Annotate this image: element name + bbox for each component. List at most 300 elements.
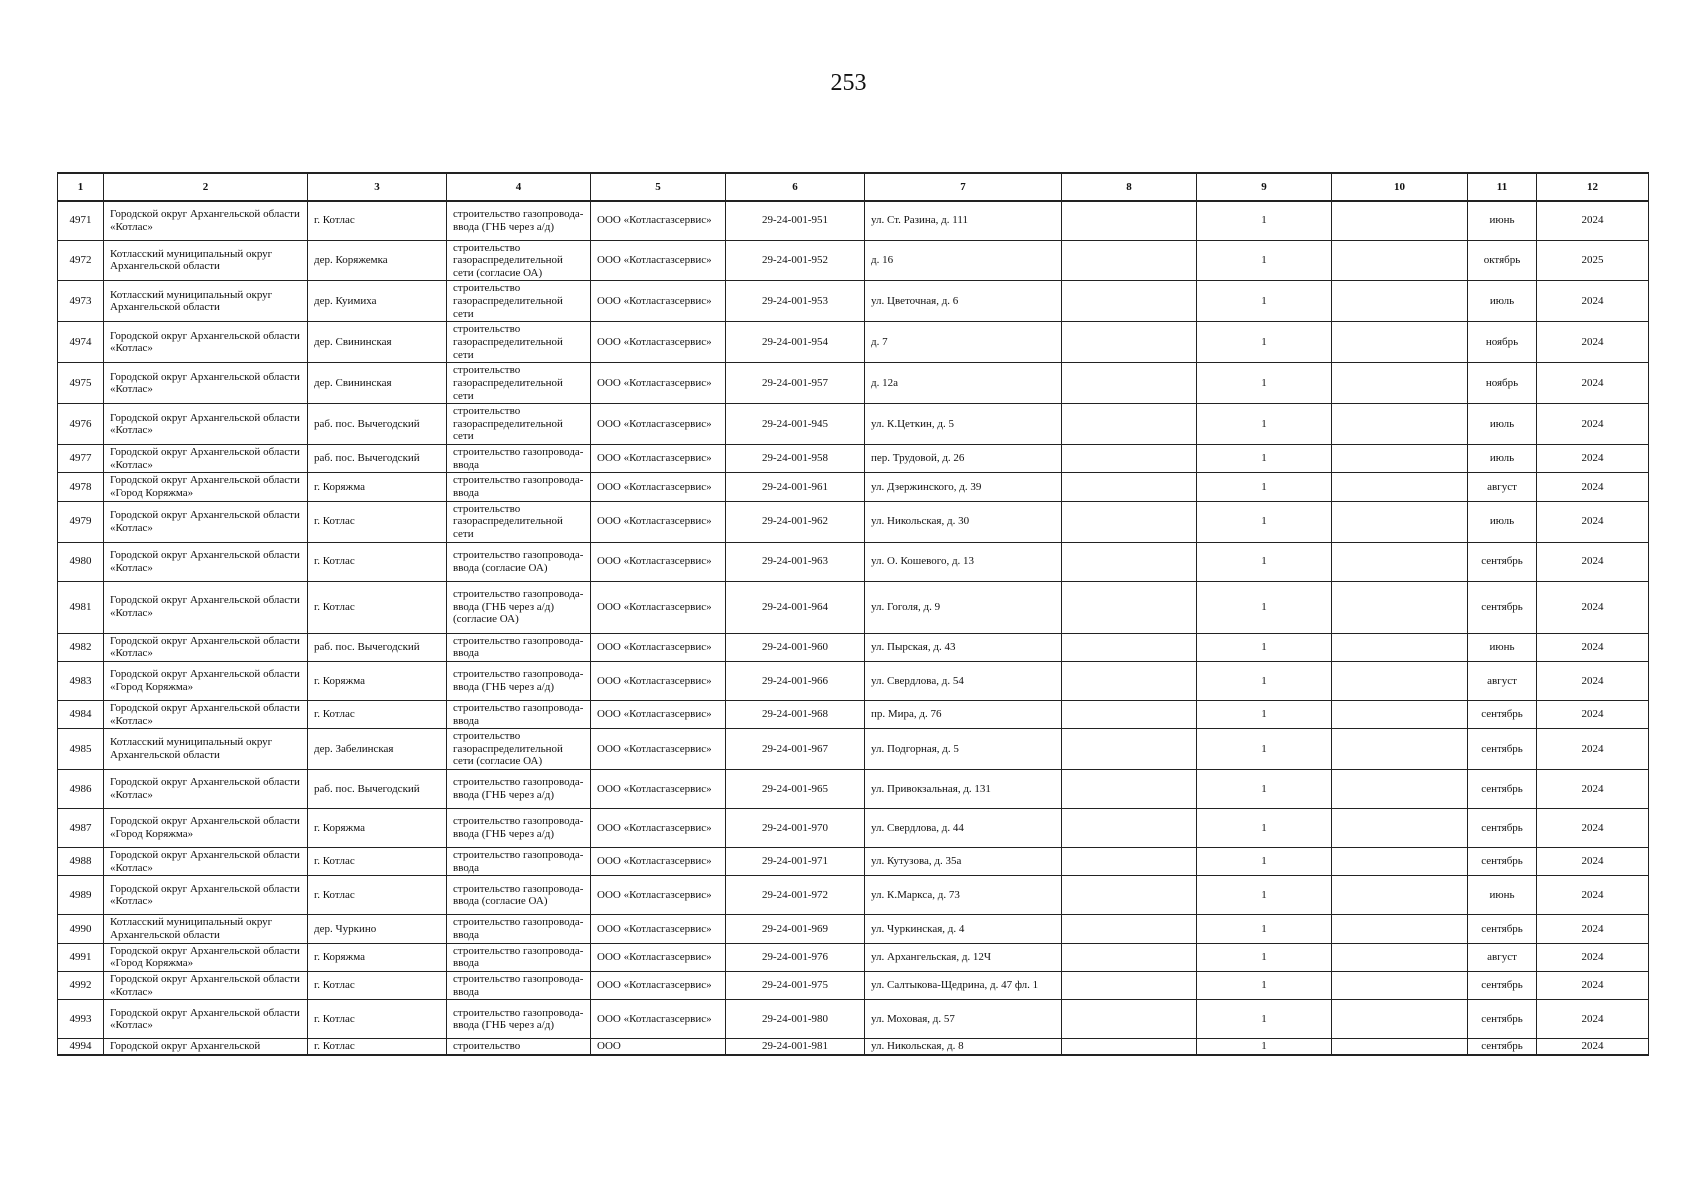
cell-quantity: 1 — [1197, 729, 1332, 770]
cell-column-8 — [1062, 971, 1197, 999]
cell-quantity: 1 — [1197, 971, 1332, 999]
cell-object-code: 29-24-001-954 — [726, 322, 865, 363]
cell-object-code: 29-24-001-970 — [726, 809, 865, 848]
cell-work-type: строительство — [447, 1039, 591, 1055]
cell-row-number: 4974 — [58, 322, 104, 363]
cell-column-10 — [1332, 445, 1468, 473]
cell-settlement: дер. Коряжемка — [308, 240, 447, 281]
cell-settlement: г. Котлас — [308, 848, 447, 876]
table-row — [58, 876, 1649, 915]
cell-column-10 — [1332, 633, 1468, 661]
table-row — [58, 915, 1649, 943]
cell-object-code: 29-24-001-969 — [726, 915, 865, 943]
register-table — [57, 172, 1649, 1056]
cell-year: 2024 — [1537, 729, 1649, 770]
cell-object-code: 29-24-001-968 — [726, 700, 865, 728]
cell-organization: ООО «Котласгазсервис» — [591, 240, 726, 281]
cell-object-code: 29-24-001-962 — [726, 501, 865, 542]
column-header: 7 — [865, 173, 1062, 201]
cell-month: сентябрь — [1468, 729, 1537, 770]
table-row — [58, 322, 1649, 363]
cell-organization: ООО «Котласгазсервис» — [591, 770, 726, 809]
table-row — [58, 581, 1649, 633]
cell-organization: ООО «Котласгазсервис» — [591, 915, 726, 943]
column-header: 11 — [1468, 173, 1537, 201]
cell-column-10 — [1332, 661, 1468, 700]
cell-work-type: строительство газораспределительной сети — [447, 501, 591, 542]
cell-year: 2024 — [1537, 404, 1649, 445]
cell-column-8 — [1062, 281, 1197, 322]
column-header: 3 — [308, 173, 447, 201]
cell-municipality: Городской округ Архангельской области «Город Коряжма» — [104, 661, 308, 700]
cell-municipality: Котласский муниципальный округ Архангельской области — [104, 915, 308, 943]
cell-object-code: 29-24-001-964 — [726, 581, 865, 633]
cell-column-8 — [1062, 240, 1197, 281]
cell-quantity: 1 — [1197, 633, 1332, 661]
cell-row-number: 4978 — [58, 473, 104, 501]
cell-column-10 — [1332, 501, 1468, 542]
cell-month: ноябрь — [1468, 322, 1537, 363]
column-header: 10 — [1332, 173, 1468, 201]
cell-organization: ООО «Котласгазсервис» — [591, 201, 726, 240]
cell-work-type: строительство газопровода-ввода (ГНБ через а/д) — [447, 1000, 591, 1039]
cell-settlement: г. Коряжма — [308, 473, 447, 501]
cell-quantity: 1 — [1197, 770, 1332, 809]
cell-address: ул. Моховая, д. 57 — [865, 1000, 1062, 1039]
cell-municipality: Городской округ Архангельской области «Котлас» — [104, 848, 308, 876]
cell-settlement: г. Коряжма — [308, 809, 447, 848]
cell-year: 2024 — [1537, 633, 1649, 661]
column-header: 8 — [1062, 173, 1197, 201]
cell-object-code: 29-24-001-976 — [726, 943, 865, 971]
cell-month: июнь — [1468, 876, 1537, 915]
cell-settlement: раб. пос. Вычегодский — [308, 404, 447, 445]
cell-object-code: 29-24-001-981 — [726, 1039, 865, 1055]
cell-work-type: строительство газопровода-ввода (ГНБ через а/д) — [447, 770, 591, 809]
cell-address: ул. Дзержинского, д. 39 — [865, 473, 1062, 501]
cell-column-8 — [1062, 943, 1197, 971]
cell-address: ул. Кутузова, д. 35а — [865, 848, 1062, 876]
cell-address: ул. К.Маркса, д. 73 — [865, 876, 1062, 915]
cell-year: 2024 — [1537, 281, 1649, 322]
cell-quantity: 1 — [1197, 1000, 1332, 1039]
cell-row-number: 4972 — [58, 240, 104, 281]
table-row — [58, 729, 1649, 770]
cell-column-8 — [1062, 661, 1197, 700]
cell-quantity: 1 — [1197, 501, 1332, 542]
cell-row-number: 4989 — [58, 876, 104, 915]
cell-address: ул. Цветочная, д. 6 — [865, 281, 1062, 322]
cell-column-10 — [1332, 322, 1468, 363]
cell-month: ноябрь — [1468, 363, 1537, 404]
cell-row-number: 4981 — [58, 581, 104, 633]
cell-municipality: Городской округ Архангельской области «Котлас» — [104, 501, 308, 542]
cell-address: ул. Никольская, д. 8 — [865, 1039, 1062, 1055]
cell-year: 2025 — [1537, 240, 1649, 281]
cell-year: 2024 — [1537, 1039, 1649, 1055]
cell-object-code: 29-24-001-953 — [726, 281, 865, 322]
cell-object-code: 29-24-001-952 — [726, 240, 865, 281]
cell-object-code: 29-24-001-951 — [726, 201, 865, 240]
cell-row-number: 4994 — [58, 1039, 104, 1055]
table-row — [58, 848, 1649, 876]
cell-work-type: строительство газопровода-ввода (согласие ОА) — [447, 542, 591, 581]
cell-object-code: 29-24-001-963 — [726, 542, 865, 581]
cell-address: д. 12а — [865, 363, 1062, 404]
cell-object-code: 29-24-001-971 — [726, 848, 865, 876]
cell-object-code: 29-24-001-945 — [726, 404, 865, 445]
table-row — [58, 661, 1649, 700]
column-header: 4 — [447, 173, 591, 201]
cell-column-8 — [1062, 848, 1197, 876]
cell-row-number: 4992 — [58, 971, 104, 999]
cell-column-8 — [1062, 876, 1197, 915]
cell-address: ул. Свердлова, д. 54 — [865, 661, 1062, 700]
cell-year: 2024 — [1537, 581, 1649, 633]
cell-settlement: раб. пос. Вычегодский — [308, 633, 447, 661]
cell-month: сентябрь — [1468, 848, 1537, 876]
cell-year: 2024 — [1537, 322, 1649, 363]
cell-column-10 — [1332, 876, 1468, 915]
cell-column-10 — [1332, 770, 1468, 809]
cell-work-type: строительство газопровода-ввода — [447, 943, 591, 971]
cell-column-8 — [1062, 1000, 1197, 1039]
column-header: 6 — [726, 173, 865, 201]
cell-quantity: 1 — [1197, 445, 1332, 473]
cell-column-10 — [1332, 729, 1468, 770]
cell-quantity: 1 — [1197, 240, 1332, 281]
cell-municipality: Городской округ Архангельской области «Котлас» — [104, 322, 308, 363]
cell-year: 2024 — [1537, 542, 1649, 581]
cell-quantity: 1 — [1197, 876, 1332, 915]
cell-row-number: 4975 — [58, 363, 104, 404]
table-row — [58, 445, 1649, 473]
cell-organization: ООО «Котласгазсервис» — [591, 700, 726, 728]
cell-quantity: 1 — [1197, 809, 1332, 848]
cell-column-8 — [1062, 633, 1197, 661]
table-row — [58, 809, 1649, 848]
cell-work-type: строительство газопровода-ввода — [447, 915, 591, 943]
cell-settlement: г. Котлас — [308, 971, 447, 999]
cell-month: июль — [1468, 501, 1537, 542]
cell-object-code: 29-24-001-972 — [726, 876, 865, 915]
cell-settlement: дер. Куимиха — [308, 281, 447, 322]
cell-address: ул. Никольская, д. 30 — [865, 501, 1062, 542]
cell-year: 2024 — [1537, 445, 1649, 473]
table-row — [58, 700, 1649, 728]
cell-organization: ООО «Котласгазсервис» — [591, 943, 726, 971]
table-row — [58, 404, 1649, 445]
cell-year: 2024 — [1537, 700, 1649, 728]
cell-settlement: дер. Свининская — [308, 363, 447, 404]
cell-month: июль — [1468, 445, 1537, 473]
cell-municipality: Котласский муниципальный округ Архангельской области — [104, 240, 308, 281]
cell-work-type: строительство газораспределительной сети (согласие ОА) — [447, 729, 591, 770]
table-row — [58, 473, 1649, 501]
cell-column-8 — [1062, 915, 1197, 943]
cell-column-8 — [1062, 322, 1197, 363]
cell-year: 2024 — [1537, 661, 1649, 700]
register-body — [58, 201, 1649, 1055]
cell-year: 2024 — [1537, 915, 1649, 943]
table-row — [58, 201, 1649, 240]
cell-work-type: строительство газопровода-ввода — [447, 445, 591, 473]
cell-address: ул. Архангельская, д. 12Ч — [865, 943, 1062, 971]
cell-work-type: строительство газопровода-ввода — [447, 971, 591, 999]
cell-column-8 — [1062, 501, 1197, 542]
cell-settlement: г. Котлас — [308, 876, 447, 915]
cell-column-8 — [1062, 581, 1197, 633]
cell-column-10 — [1332, 809, 1468, 848]
cell-work-type: строительство газораспределительной сети — [447, 404, 591, 445]
cell-address: ул. Подгорная, д. 5 — [865, 729, 1062, 770]
cell-column-10 — [1332, 700, 1468, 728]
cell-year: 2024 — [1537, 943, 1649, 971]
cell-month: сентябрь — [1468, 809, 1537, 848]
cell-quantity: 1 — [1197, 281, 1332, 322]
cell-address: ул. Пырская, д. 43 — [865, 633, 1062, 661]
cell-quantity: 1 — [1197, 915, 1332, 943]
cell-column-8 — [1062, 473, 1197, 501]
cell-row-number: 4980 — [58, 542, 104, 581]
cell-column-8 — [1062, 1039, 1197, 1055]
cell-month: сентябрь — [1468, 581, 1537, 633]
cell-month: июнь — [1468, 201, 1537, 240]
cell-column-10 — [1332, 1000, 1468, 1039]
cell-organization: ООО «Котласгазсервис» — [591, 971, 726, 999]
cell-settlement: г. Коряжма — [308, 943, 447, 971]
cell-object-code: 29-24-001-957 — [726, 363, 865, 404]
cell-settlement: дер. Забелинская — [308, 729, 447, 770]
cell-address: ул. Салтыкова-Щедрина, д. 47 фл. 1 — [865, 971, 1062, 999]
cell-column-10 — [1332, 915, 1468, 943]
cell-address: ул. Свердлова, д. 44 — [865, 809, 1062, 848]
cell-settlement: г. Коряжма — [308, 661, 447, 700]
cell-municipality: Городской округ Архангельской области «Котлас» — [104, 633, 308, 661]
cell-column-10 — [1332, 363, 1468, 404]
cell-column-8 — [1062, 729, 1197, 770]
cell-year: 2024 — [1537, 201, 1649, 240]
cell-row-number: 4987 — [58, 809, 104, 848]
cell-address: д. 16 — [865, 240, 1062, 281]
cell-month: сентябрь — [1468, 542, 1537, 581]
cell-month: июнь — [1468, 633, 1537, 661]
table-row — [58, 542, 1649, 581]
cell-organization: ООО «Котласгазсервис» — [591, 445, 726, 473]
cell-quantity: 1 — [1197, 322, 1332, 363]
cell-municipality: Городской округ Архангельской области «Котлас» — [104, 404, 308, 445]
cell-settlement: г. Котлас — [308, 501, 447, 542]
cell-work-type: строительство газопровода-ввода (ГНБ через а/д) (согласие ОА) — [447, 581, 591, 633]
cell-settlement: дер. Чуркино — [308, 915, 447, 943]
cell-address: ул. Ст. Разина, д. 111 — [865, 201, 1062, 240]
cell-municipality: Городской округ Архангельской области «Котлас» — [104, 1000, 308, 1039]
cell-organization: ООО «Котласгазсервис» — [591, 876, 726, 915]
cell-column-8 — [1062, 700, 1197, 728]
cell-work-type: строительство газораспределительной сети (согласие ОА) — [447, 240, 591, 281]
cell-organization: ООО «Котласгазсервис» — [591, 404, 726, 445]
cell-address: д. 7 — [865, 322, 1062, 363]
cell-month: сентябрь — [1468, 770, 1537, 809]
cell-organization: ООО «Котласгазсервис» — [591, 848, 726, 876]
cell-column-10 — [1332, 848, 1468, 876]
cell-row-number: 4984 — [58, 700, 104, 728]
cell-quantity: 1 — [1197, 700, 1332, 728]
cell-address: ул. Гоголя, д. 9 — [865, 581, 1062, 633]
cell-quantity: 1 — [1197, 848, 1332, 876]
cell-column-10 — [1332, 1039, 1468, 1055]
cell-row-number: 4990 — [58, 915, 104, 943]
cell-work-type: строительство газораспределительной сети — [447, 322, 591, 363]
cell-quantity: 1 — [1197, 581, 1332, 633]
cell-settlement: г. Котлас — [308, 542, 447, 581]
cell-row-number: 4982 — [58, 633, 104, 661]
cell-organization: ООО «Котласгазсервис» — [591, 1000, 726, 1039]
cell-work-type: строительство газопровода-ввода — [447, 633, 591, 661]
column-header: 5 — [591, 173, 726, 201]
cell-work-type: строительство газопровода-ввода — [447, 700, 591, 728]
cell-municipality: Котласский муниципальный округ Архангельской области — [104, 281, 308, 322]
cell-row-number: 4973 — [58, 281, 104, 322]
cell-settlement: раб. пос. Вычегодский — [308, 770, 447, 809]
cell-month: июль — [1468, 404, 1537, 445]
cell-settlement: дер. Свининская — [308, 322, 447, 363]
cell-settlement: г. Котлас — [308, 1039, 447, 1055]
cell-column-10 — [1332, 971, 1468, 999]
cell-organization: ООО — [591, 1039, 726, 1055]
cell-year: 2024 — [1537, 1000, 1649, 1039]
cell-column-8 — [1062, 809, 1197, 848]
cell-work-type: строительство газопровода-ввода (ГНБ через а/д) — [447, 661, 591, 700]
cell-row-number: 4988 — [58, 848, 104, 876]
table-row — [58, 363, 1649, 404]
cell-row-number: 4993 — [58, 1000, 104, 1039]
cell-quantity: 1 — [1197, 542, 1332, 581]
column-header: 9 — [1197, 173, 1332, 201]
cell-work-type: строительство газопровода-ввода — [447, 848, 591, 876]
cell-work-type: строительство газопровода-ввода — [447, 473, 591, 501]
cell-year: 2024 — [1537, 363, 1649, 404]
cell-object-code: 29-24-001-960 — [726, 633, 865, 661]
cell-quantity: 1 — [1197, 943, 1332, 971]
cell-month: октябрь — [1468, 240, 1537, 281]
cell-row-number: 4983 — [58, 661, 104, 700]
cell-year: 2024 — [1537, 971, 1649, 999]
cell-municipality: Городской округ Архангельской области «Котлас» — [104, 770, 308, 809]
cell-year: 2024 — [1537, 501, 1649, 542]
cell-column-8 — [1062, 404, 1197, 445]
table-row — [58, 971, 1649, 999]
page-number: 253 — [830, 70, 867, 96]
cell-municipality: Городской округ Архангельской области «Котлас» — [104, 700, 308, 728]
cell-quantity: 1 — [1197, 661, 1332, 700]
cell-municipality: Городской округ Архангельской области «Котлас» — [104, 581, 308, 633]
cell-organization: ООО «Котласгазсервис» — [591, 473, 726, 501]
cell-work-type: строительство газопровода-ввода (ГНБ через а/д) — [447, 201, 591, 240]
cell-municipality: Городской округ Архангельской области «Котлас» — [104, 445, 308, 473]
cell-year: 2024 — [1537, 848, 1649, 876]
cell-month: июль — [1468, 281, 1537, 322]
cell-object-code: 29-24-001-967 — [726, 729, 865, 770]
cell-settlement: г. Котлас — [308, 1000, 447, 1039]
cell-object-code: 29-24-001-975 — [726, 971, 865, 999]
cell-address: ул. К.Цеткин, д. 5 — [865, 404, 1062, 445]
table-row — [58, 633, 1649, 661]
cell-address: пер. Трудовой, д. 26 — [865, 445, 1062, 473]
cell-row-number: 4985 — [58, 729, 104, 770]
cell-work-type: строительство газопровода-ввода (ГНБ через а/д) — [447, 809, 591, 848]
cell-organization: ООО «Котласгазсервис» — [591, 661, 726, 700]
cell-municipality: Городской округ Архангельской — [104, 1039, 308, 1055]
cell-quantity: 1 — [1197, 363, 1332, 404]
cell-quantity: 1 — [1197, 473, 1332, 501]
cell-organization: ООО «Котласгазсервис» — [591, 809, 726, 848]
cell-column-8 — [1062, 445, 1197, 473]
cell-organization: ООО «Котласгазсервис» — [591, 322, 726, 363]
cell-municipality: Городской округ Архангельской области «Котлас» — [104, 876, 308, 915]
cell-object-code: 29-24-001-965 — [726, 770, 865, 809]
cell-organization: ООО «Котласгазсервис» — [591, 363, 726, 404]
cell-organization: ООО «Котласгазсервис» — [591, 729, 726, 770]
cell-settlement: г. Котлас — [308, 581, 447, 633]
cell-municipality: Котласский муниципальный округ Архангельской области — [104, 729, 308, 770]
cell-year: 2024 — [1537, 770, 1649, 809]
cell-month: сентябрь — [1468, 971, 1537, 999]
table-row — [58, 1039, 1649, 1055]
cell-month: август — [1468, 473, 1537, 501]
cell-municipality: Городской округ Архангельской области «Котлас» — [104, 542, 308, 581]
cell-quantity: 1 — [1197, 1039, 1332, 1055]
table-row — [58, 240, 1649, 281]
cell-organization: ООО «Котласгазсервис» — [591, 281, 726, 322]
cell-address: пр. Мира, д. 76 — [865, 700, 1062, 728]
cell-organization: ООО «Котласгазсервис» — [591, 633, 726, 661]
table-row — [58, 501, 1649, 542]
cell-column-8 — [1062, 363, 1197, 404]
cell-settlement: г. Котлас — [308, 700, 447, 728]
column-header: 12 — [1537, 173, 1649, 201]
cell-year: 2024 — [1537, 809, 1649, 848]
cell-year: 2024 — [1537, 473, 1649, 501]
cell-municipality: Городской округ Архангельской области «Город Коряжма» — [104, 473, 308, 501]
cell-municipality: Городской округ Архангельской области «Котлас» — [104, 971, 308, 999]
cell-month: август — [1468, 661, 1537, 700]
cell-row-number: 4977 — [58, 445, 104, 473]
cell-column-10 — [1332, 240, 1468, 281]
cell-address: ул. Чуркинская, д. 4 — [865, 915, 1062, 943]
cell-object-code: 29-24-001-958 — [726, 445, 865, 473]
cell-row-number: 4979 — [58, 501, 104, 542]
column-header: 2 — [104, 173, 308, 201]
cell-column-8 — [1062, 770, 1197, 809]
header-row — [58, 173, 1649, 201]
cell-municipality: Городской округ Архангельской области «Город Коряжма» — [104, 809, 308, 848]
table-row — [58, 943, 1649, 971]
cell-quantity: 1 — [1197, 201, 1332, 240]
cell-month: сентябрь — [1468, 915, 1537, 943]
cell-column-10 — [1332, 943, 1468, 971]
cell-object-code: 29-24-001-961 — [726, 473, 865, 501]
cell-row-number: 4976 — [58, 404, 104, 445]
cell-row-number: 4986 — [58, 770, 104, 809]
table-row — [58, 1000, 1649, 1039]
cell-object-code: 29-24-001-980 — [726, 1000, 865, 1039]
cell-column-8 — [1062, 201, 1197, 240]
cell-month: август — [1468, 943, 1537, 971]
cell-settlement: г. Котлас — [308, 201, 447, 240]
cell-address: ул. Привокзальная, д. 131 — [865, 770, 1062, 809]
cell-month: сентябрь — [1468, 700, 1537, 728]
